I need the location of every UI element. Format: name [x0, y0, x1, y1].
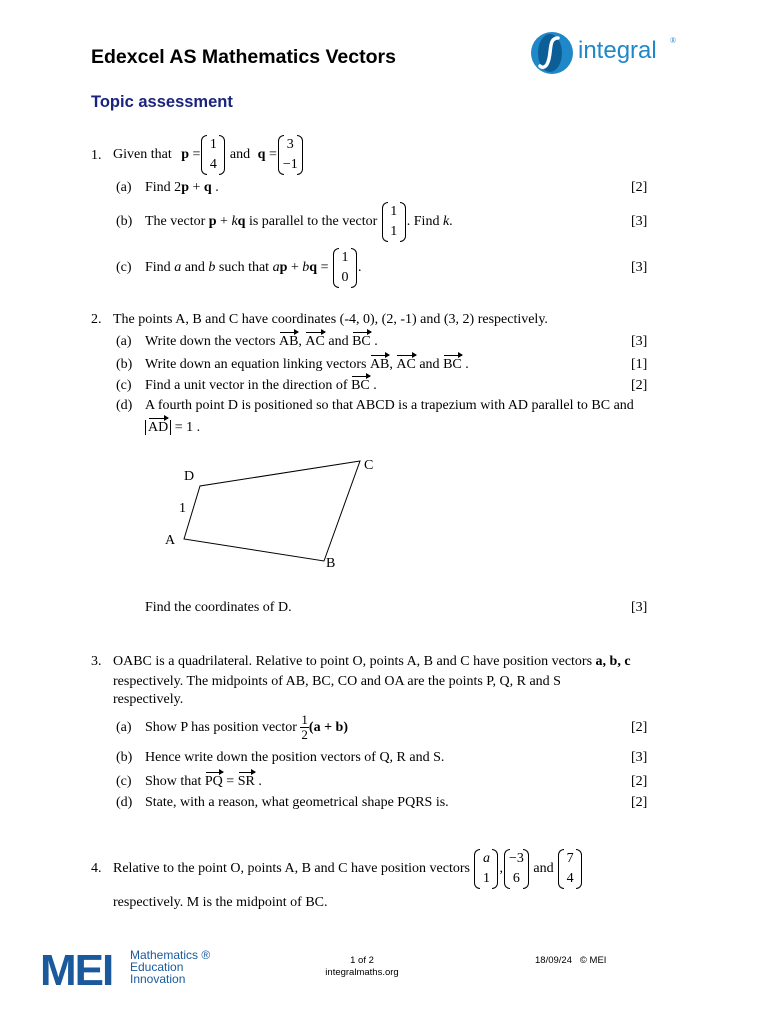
q3-d-text: State, with a reason, what geometrical shape PQRS is. [145, 795, 449, 810]
q1-q-vector: 3 −1 [278, 135, 303, 175]
q3-a-text: Show P has position vector $\frac{1}{2}$ (a + b) [145, 712, 349, 743]
q1-c-text: Find a and b such that ap + bq = 1 0 . [145, 246, 361, 290]
q2-c-marks: [2] [631, 378, 648, 393]
q4-text-1: Relative to the point O, points A, B and C have position vectors a 1 , −3 6 and 7 4 [113, 847, 583, 891]
q2-c-text: Find a unit vector in the direction of BC . [145, 378, 377, 393]
q2-d-condition: AD = 1 . [145, 419, 200, 437]
q3-b-label: (b) [116, 750, 133, 765]
mei-letters [40, 948, 128, 988]
q2-b-text: Write down an equation linking vectors AB, AC and BC . [145, 357, 469, 372]
q2-d-text: A fourth point D is positioned so that ABCD is a trapezium with AD parallel to BC and [145, 398, 634, 413]
q4-vector-a: a 1 [474, 849, 498, 889]
footer-date: 18/09/24 © MEI [535, 955, 607, 966]
trapezium-diagram [160, 455, 380, 575]
q3-d-label: (d) [116, 795, 133, 810]
diagram-label-b: B [326, 556, 336, 571]
q1-a-label: (a) [116, 180, 132, 195]
q3-c-text: Show that PQ = SR . [145, 774, 262, 789]
q3-number: 3. [91, 654, 102, 669]
footer-page-info [322, 955, 402, 979]
mei-line-2: Education [130, 960, 184, 974]
q2-a-label: (a) [116, 334, 132, 349]
diagram-label-d: D [184, 469, 195, 484]
q2-d-marks: [3] [631, 600, 648, 615]
q3-intro-2: respectively. The midpoints of AB, BC, CO and OA are the points P, Q, R and S [113, 674, 561, 689]
q4-vector-c: 7 4 [558, 849, 582, 889]
q3-a-fraction: $\frac{1}{2}$ [301, 712, 308, 743]
q2-a-text: Write down the vectors AB, AC and BC . [145, 334, 378, 349]
q3-intro-1: OABC is a quadrilateral. Relative to point O, points A, B and C have position vectors a, b, c [113, 654, 631, 669]
mei-tagline [130, 949, 210, 985]
integral-logo-mark-icon [530, 30, 574, 76]
integral-logo [530, 30, 678, 76]
q3-c-marks: [2] [631, 774, 648, 789]
diagram-side-label: 1 [179, 501, 186, 516]
mei-logo [40, 948, 128, 993]
q2-d-find: Find the coordinates of D. [145, 600, 292, 615]
q2-b-marks: [1] [631, 357, 648, 372]
q1-c-label: (c) [116, 260, 132, 275]
q3-a-marks: [2] [631, 720, 648, 735]
q4-number: 4. [91, 861, 102, 876]
q1-b-text: The vector p + kq is parallel to the vector 1 1 . Find k. [145, 200, 453, 244]
mei-line-3: Innovation [130, 972, 186, 986]
q1-b-marks: [3] [631, 214, 648, 229]
integral-logo-word: integral [578, 37, 657, 64]
diagram-label-c: C [364, 458, 374, 473]
q2-number: 2. [91, 312, 102, 327]
page-number: 1 of 2 [350, 955, 374, 966]
q1-intro: Given that p = 1 4 and q = 3 −1 [113, 133, 304, 177]
q3-d-marks: [2] [631, 795, 648, 810]
q2-b-label: (b) [116, 357, 133, 372]
q3-a-label: (a) [116, 720, 132, 735]
q2-intro: The points A, B and C have coordinates (-4, 0), (2, -1) and (3, 2) respectively. [113, 312, 548, 327]
q1-b-label: (b) [116, 214, 133, 229]
q1-a-text: Find 2p + q . [145, 180, 219, 195]
q3-c-label: (c) [116, 774, 132, 789]
q3-b-marks: [3] [631, 750, 648, 765]
q1-p-vector: 1 4 [201, 135, 225, 175]
q3-intro-3: respectively. [113, 692, 184, 707]
document-title: Edexcel AS Mathematics Vectors [91, 46, 396, 68]
mei-line-1: Mathematics ® [130, 948, 211, 962]
integral-logo-tm: ® [670, 36, 677, 45]
q4-text-2: respectively. M is the midpoint of BC. [113, 895, 328, 910]
q1-number: 1. [91, 148, 102, 163]
q2-c-label: (c) [116, 378, 132, 393]
mei-letters-text: MEI [40, 948, 113, 988]
q1-b-vector: 1 1 [382, 202, 406, 242]
section-subtitle: Topic assessment [91, 93, 233, 111]
diagram-label-a: A [165, 533, 176, 548]
q1-c-vector: 1 0 [333, 248, 357, 288]
q1-c-marks: [3] [631, 260, 648, 275]
q1-a-marks: [2] [631, 180, 648, 195]
trapezium-abcd [184, 461, 360, 561]
q4-vector-b: −3 6 [504, 849, 529, 889]
q2-d-label: (d) [116, 398, 133, 413]
q3-b-text: Hence write down the position vectors of Q, R and S. [145, 750, 445, 765]
q2-a-marks: [3] [631, 334, 648, 349]
footer-website: integralmaths.org [325, 967, 399, 978]
